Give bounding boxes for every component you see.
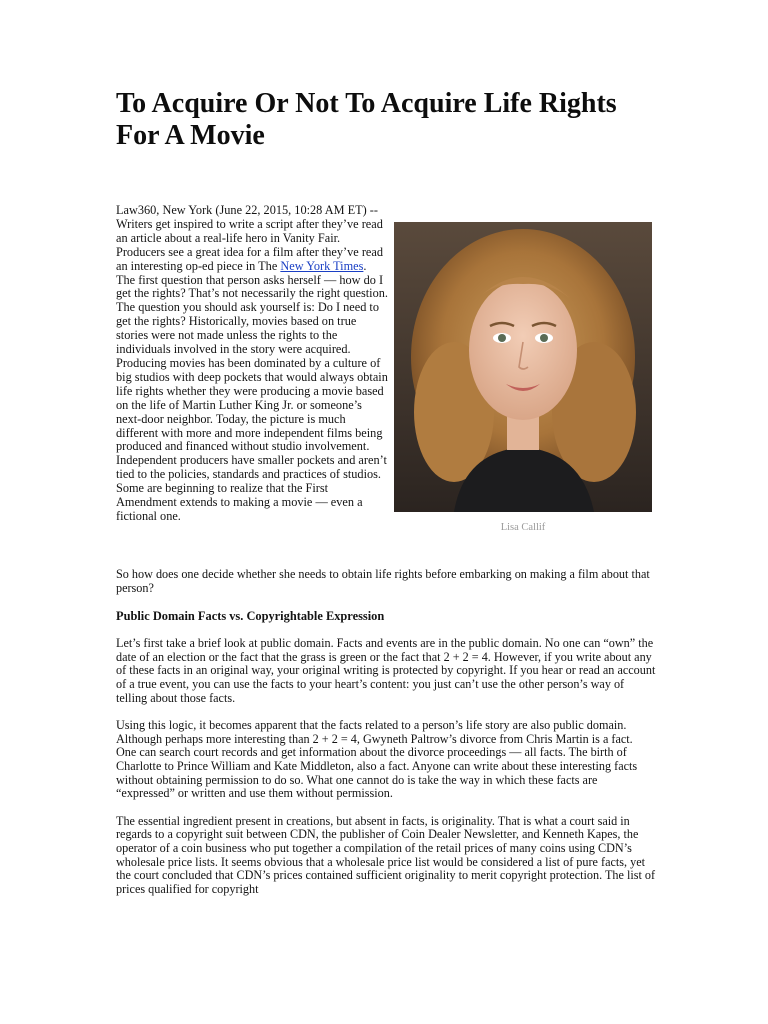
dateline: Law360, New York (June 22, 2015, 10:28 AM ET) -- (116, 203, 378, 217)
body-paragraph: So how does one decide whether she needs to obtain life rights before embarking on making a film about that person? (116, 567, 650, 595)
body-paragraph: The essential ingredient present in creations, but absent in facts, is originality. That is what a court said in regards to a copyright suit between CDN, the publisher of Coin Dealer Newsletter, and Kenneth Kapes, the operator of a coin business who put together a compilation of the retail prices of many coins using CDN’s wholesale price lists. It seems obvious that a wholesale price list would be considered a list of pure facts, yet the court concluded that CDN’s prices contained sufficient originality to merit copyright protection. The list of prices qualified for copyright (116, 813, 656, 896)
article-intro (116, 204, 388, 524)
author-portrait-image (394, 222, 652, 512)
section-heading: Public Domain Facts vs. Copyrightable Expression (116, 609, 385, 624)
article-body (116, 568, 656, 910)
body-paragraph: Let’s first take a brief look at public domain. Facts and events are in the public domain. No one can “own” the date of an election or the fact that the grass is green or the fact that 2 + 2 = 4. However, if you write about any of these facts in an original way, your original writing is protected by copyright. If you hear or read an account of a true event, you can use the facts to your heart’s content: you just can’t use the other person’s way of telling about those facts. (116, 636, 656, 705)
intro-text-end: . The first question that person asks herself — how do I get the rights? That’s not necessarily the right question. The question you should ask yourself is: Do I need to get the rights? Historically, movies based on true stories were not made unless the rights to the individuals involved in the story were acquired. Producing movies has been dominated by a culture of big studios with deep pockets that would always obtain life rights whether they were producing a movie based on the life of Martin Luther King Jr. or someone’s next-door neighbor. Today, the picture is much different with more and more independent films being produced and financed without studio involvement. Independent producers have smaller pockets and aren’t tied to the policies, standards and practices of studios. Some are beginning to realize that the First Amendment extends to making a movie — even a fictional one. (116, 258, 388, 523)
intro-text-start: Writers get inspired to write a script after they’ve read an article about a real-life hero in Vanity Fair. Producers see a great idea for a film after they’ve read an interesting op-ed piece in The (116, 216, 383, 273)
photo-caption: Lisa Callif (500, 522, 546, 533)
body-paragraph: Using this logic, it becomes apparent that the facts related to a person’s life story are also public domain. Although perhaps more interesting than 2 + 2 = 4, Gwyneth Paltrow’s divorce from Chris Martin is a fact. One can search court records and get information about the divorce proceedings — all facts. The birth of Charlotte to Prince William and Kate Middleton, also a fact. Anyone can write about these interesting facts without obtaining permission to do so. What one cannot do is take the way in which these facts are “expressed” or written and use them without permission. (116, 718, 638, 801)
new-york-times-link[interactable]: New York Times (280, 258, 364, 273)
author-photo (394, 222, 652, 512)
article-title: To Acquire Or Not To Acquire Life Rights For A Movie (116, 88, 617, 151)
